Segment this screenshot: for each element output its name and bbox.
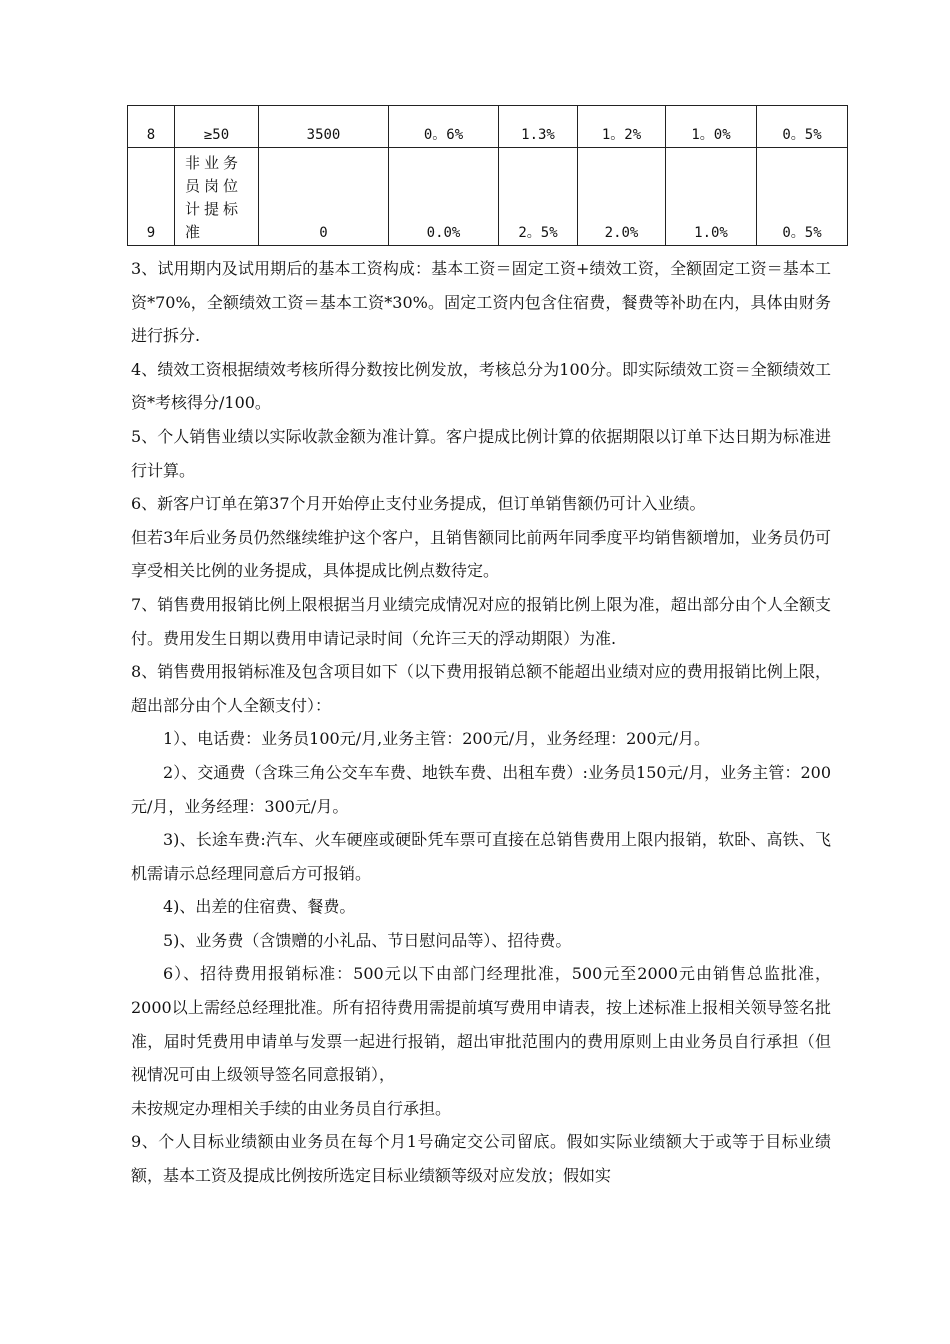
rate-cell: 1。2% <box>578 106 666 148</box>
paragraph-target-performance: 9、个人目标业绩额由业务员在每个月1号确定交公司留底。假如实际业绩额大于或等于目标业绩额，基本工资及提成比例按所选定目标业绩额等级对应发放；假如实 <box>131 1132 831 1186</box>
list-item-entertainment-standard: 6）、招待费用报销标准：500元以下由部门经理批准，500元至2000元由销售总监批准，2000以上需经总经理批准。所有招待费用需提前填写费用申请表，按上述标准上报相关领导签名批准，届时凭费用申请单与发票一起进行报销，超出审批范围内的费用原则上由业务员自行承担（但视情况可由上级领导签名同意报销）， <box>131 964 831 1085</box>
paragraph-unauthorized-expense: 未按规定办理相关手续的由业务员自行承担。 <box>131 1098 452 1118</box>
commission-rate-table <box>127 105 848 246</box>
rate-cell: 1.3% <box>499 106 578 148</box>
rate-cell: 0。6% <box>389 106 499 148</box>
paragraph-sales-performance: 5、个人销售业绩以实际收款金额为准计算。客户提成比例计算的依据期限以订单下达日期为标准进行计算。 <box>131 426 831 480</box>
table-row <box>128 148 848 246</box>
rate-cell: 2.0% <box>578 148 666 246</box>
row-number-cell: 8 <box>128 106 175 148</box>
category-cell <box>175 148 259 246</box>
rate-cell: 0。5% <box>757 106 848 148</box>
list-item-transport-fee: 2）、交通费（含珠三角公交车车费、地铁车费、出租车费）:业务员150元/月，业务主管：200元/月，业务经理：300元/月。 <box>131 762 831 816</box>
paragraph-expense-limit: 7、销售费用报销比例上限根据当月业绩完成情况对应的报销比例上限为准，超出部分由个人全额支付。费用发生日期以费用申请记录时间（允许三天的浮动期限）为准. <box>131 594 831 648</box>
document-body <box>131 252 831 1193</box>
rate-cell: 0。5% <box>757 148 848 246</box>
table-row <box>128 106 848 148</box>
paragraph-customer-maintenance: 但若3年后业务员仍然继续维护这个客户，且销售额同比前两年同季度平均销售额增加，业务员仍可享受相关比例的业务提成，具体提成比例点数待定。 <box>131 527 831 581</box>
base-salary-cell: 3500 <box>259 106 389 148</box>
rate-cell: 1。0% <box>666 106 757 148</box>
paragraph-salary-structure: 3、试用期内及试用期后的基本工资构成：基本工资＝固定工资+绩效工资，全额固定工资＝基本工资*70%，全额绩效工资＝基本工资*30%。固定工资内包含住宿费，餐费等补助在内，具体由财务进行拆分. <box>131 259 831 346</box>
list-item-phone-fee: 1）、电话费：业务员100元/月,业务主管：200元/月，业务经理：200元/月。 <box>163 729 711 749</box>
rate-cell: 0.0% <box>389 148 499 246</box>
category-cell: ≥50 <box>175 106 259 148</box>
list-item-long-distance-fare: 3)、长途车费:汽车、火车硬座或硬卧凭车票可直接在总销售费用上限内报销，软卧、高铁、飞机需请示总经理同意后方可报销。 <box>131 830 831 883</box>
category-label: 非业务员岗位计提标准 <box>185 154 243 241</box>
paragraph-performance-pay: 4、绩效工资根据绩效考核所得分数按比例发放，考核总分为100分。即实际绩效工资＝全额绩效工资*考核得分/100。 <box>131 359 831 413</box>
rate-cell: 2。5% <box>499 148 578 246</box>
row-number-cell: 9 <box>128 148 175 246</box>
paragraph-new-customer-commission: 6、新客户订单在第37个月开始停止支付业务提成，但订单销售额仍可计入业绩。 <box>131 494 706 514</box>
list-item-travel-lodging: 4)、出差的住宿费、餐费。 <box>163 897 356 917</box>
paragraph-expense-standards: 8、销售费用报销标准及包含项目如下（以下费用报销总额不能超出业绩对应的费用报销比例上限，超出部分由个人全额支付）： <box>131 662 831 715</box>
rate-cell: 1.0% <box>666 148 757 246</box>
base-salary-cell: 0 <box>259 148 389 246</box>
list-item-business-fee: 5)、业务费（含馈赠的小礼品、节日慰问品等）、招待费。 <box>163 930 572 950</box>
